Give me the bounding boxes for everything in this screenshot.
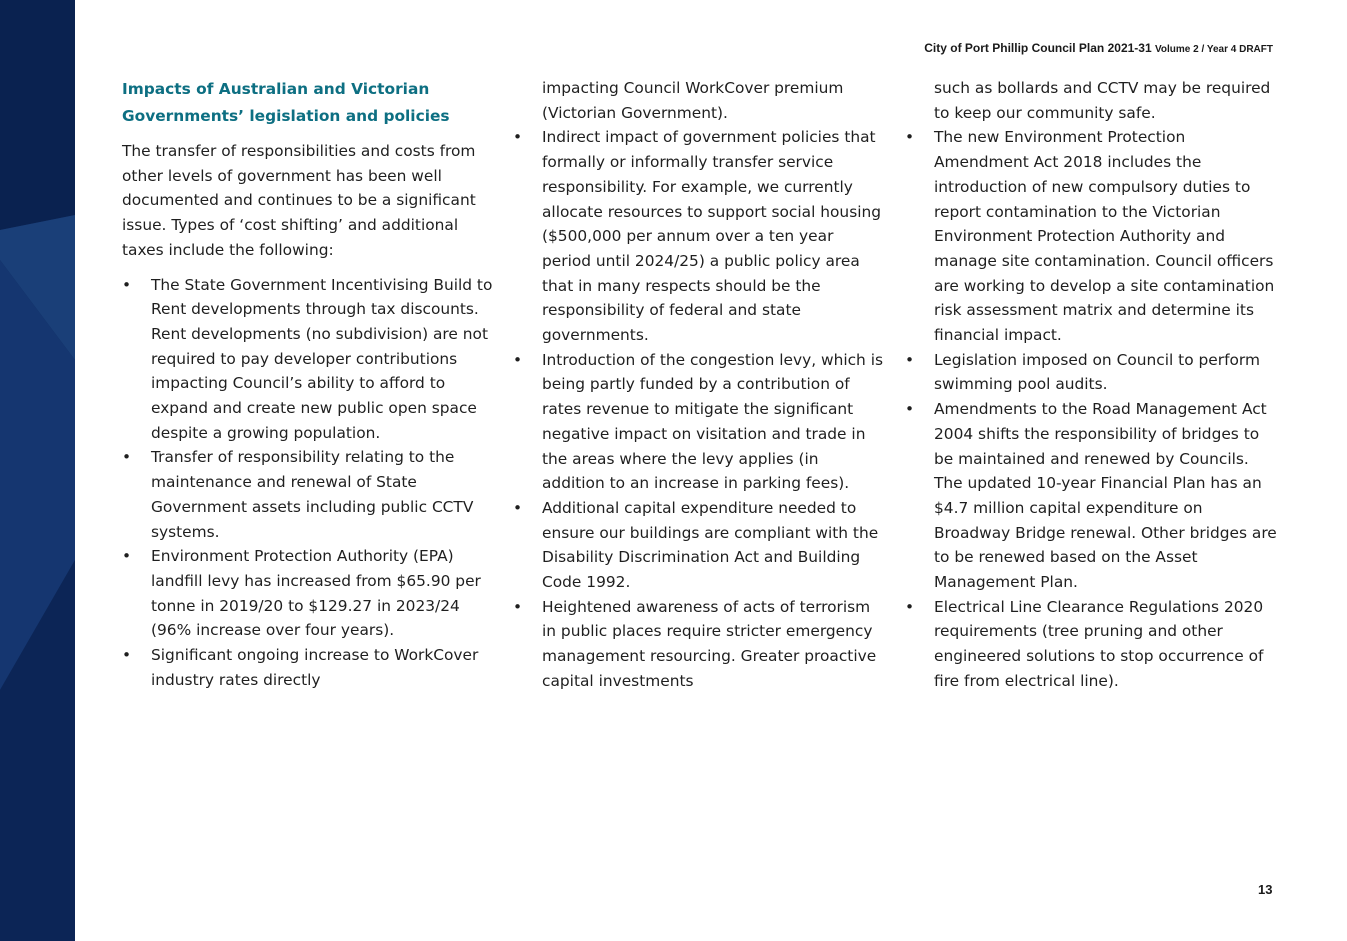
band-pattern [0, 0, 75, 941]
header-subtitle: Volume 2 / Year 4 DRAFT [1154, 44, 1273, 55]
section-heading: Impacts of Australian and Victorian Governments’ legislation and policies [122, 80, 450, 125]
intro-paragraph: The transfer of responsibilities and costs from other levels of government has been well documented and continues to be a significant issue. Types of ‘cost shifting’ and additional taxes include the following: [122, 142, 476, 259]
list-item: • Introduction of the congestion levy, which is being partly funded by a contribution of rates revenue to mitigate the significant negative impact on visitation and trade in the areas where the levy applies (in addition to an increase in parking fees). [513, 348, 885, 496]
side-decorative-band [0, 0, 75, 941]
bullet-list-col1 [122, 273, 494, 693]
page-number: 13 [1258, 882, 1273, 897]
list-item-continuation: impacting Council WorkCover premium (Victorian Government). [542, 79, 844, 122]
document-header [924, 41, 1273, 55]
list-item: • The State Government Incentivising Build to Rent developments through tax discounts. Rent developments (no subdivision) are not required to pay developer contributions impacting Council’s ability to afford to expand and create new public open space despite a growing population. [122, 273, 494, 446]
list-item: • Environment Protection Authority (EPA) landfill levy has increased from $65.90 per tonne in 2019/20 to $129.27 in 2023/24 (96% increase over four years). [122, 544, 494, 643]
header-title: City of Port Phillip Council Plan 2021-31 [924, 41, 1152, 55]
list-item: • Heightened awareness of acts of terrorism in public places require stricter emergency management resourcing. Greater proactive capital investments [513, 595, 885, 694]
list-item: • Legislation imposed on Council to perform swimming pool audits. [905, 348, 1277, 397]
list-item: • Electrical Line Clearance Regulations 2020 requirements (tree pruning and other engineered solutions to stop occurrence of fire from electrical line). [905, 595, 1277, 694]
list-item: • Transfer of responsibility relating to the maintenance and renewal of State Government assets including public CCTV systems. [122, 445, 494, 544]
bullet-list-col3 [905, 76, 1277, 694]
bullet-list-col2 [513, 76, 885, 694]
list-item-continuation: such as bollards and CCTV may be required to keep our community safe. [934, 79, 1271, 122]
column-3 [905, 76, 1277, 694]
list-item: • Significant ongoing increase to WorkCover industry rates directly [122, 643, 494, 692]
list-item: • Indirect impact of government policies that formally or informally transfer service responsibility. For example, we currently allocate resources to support social housing ($500,000 per annum over a ten year period until 2024/25) a public policy area that in many respects should be the responsibility of federal and state governments. [513, 125, 885, 347]
list-item: • The new Environment Protection Amendment Act 2018 includes the introduction of new compulsory duties to report contamination to the Victorian Environment Protection Authority and manage site contamination. Council officers are working to develop a site contamination risk assessment matrix and determine its financial impact. [905, 125, 1277, 347]
column-1 [122, 76, 494, 692]
column-2 [513, 76, 885, 694]
list-item: • Additional capital expenditure needed to ensure our buildings are compliant with the Disability Discrimination Act and Building Code 1992. [513, 496, 885, 595]
list-item: • Amendments to the Road Management Act 2004 shifts the responsibility of bridges to be maintained and renewed by Councils. The updated 10-year Financial Plan has an $4.7 million capital expenditure on Broadway Bridge renewal. Other bridges are to be renewed based on the Asset Management Plan. [905, 397, 1277, 595]
